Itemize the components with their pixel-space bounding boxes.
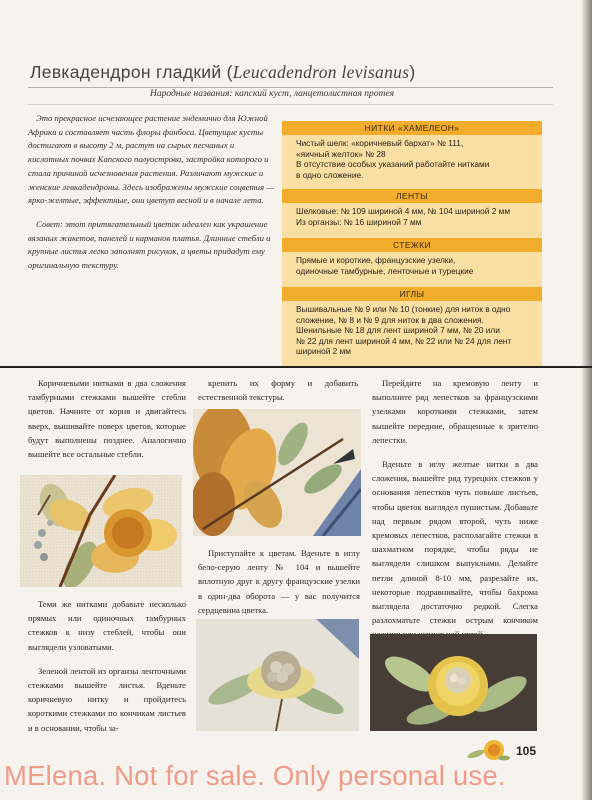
needles-body bbox=[282, 301, 542, 366]
title-close-paren: ) bbox=[409, 62, 416, 82]
watermark-text: MElena. Not for sale. Only personal use. bbox=[4, 760, 506, 791]
instruction-paragraph: Коричневыми нитками в два сложения тамбурными стежками вышейте стебли цветов. Начните от корня и двигайтесь вверх, вышивайте поверх цветов, которые будут выполнены позднее. Аналогично вышейте все остальные стебли. bbox=[28, 378, 186, 460]
stitches-body bbox=[282, 252, 542, 287]
stitches-text: Прямые и короткие, французские узелки, одиночные тамбурные, ленточные и турецкие bbox=[296, 255, 474, 276]
instruction-paragraph: Вденьте в иглу желтые нитки в два сложения, вышейте ряд турецких стежков у основания лепестков чуть повыше листьев, чтобы цветок выглядел пушистым. Добавьте над первым рядом второй, чуть ниже кремовых лепестков, располагайте стежки в шахматном порядке, чтобы ряды не выглядели слишком выпуклыми. Делайте петли длиной 8-10 мм, разрезайте их, некоторые подравнивайте, чтобы бахрома выглядела достаточно редкой. Слегка разлохматьте стежки острым кончиком bbox=[372, 459, 538, 626]
page-number: 105 bbox=[516, 744, 537, 758]
title-latin: Leucadendron levisanus bbox=[232, 62, 410, 82]
needles-heading: ИГЛЫ bbox=[282, 287, 542, 301]
page-spine-shadow bbox=[582, 0, 592, 800]
subtitle-divider bbox=[28, 104, 553, 105]
tip-paragraph: Совет: этот притягательный цветок идеален как украшение вязаных жакетов, панелей и карманов платья. Длинные стебли и крупные листья легко заполнят рисунок, а цветы придадут ему оригинальную текстуру. bbox=[28, 218, 271, 271]
instruction-paragraph: Перейдите на кремовую ленту и выполните ряд лепестков за французскими узелками короткими стежками, затем вышейте передние, обращенные к зрителю лепестки. bbox=[372, 378, 538, 445]
section-divider bbox=[0, 366, 592, 368]
page-title bbox=[30, 62, 550, 83]
instruction-paragraph: Теми же нитками добавьте несколько прямых или одиночных тамбурных стежков к низу стеблей, чтобы они выглядели узловатыми. bbox=[28, 599, 186, 652]
instruction-paragraph: Зеленой лентой из органзы ленточными стежками вышейте листья. Вденьте коричневую нитку и пройдитесь короткими стежками по кончикам листьев и в основании, чтобы за- bbox=[28, 665, 186, 733]
column-2-middle bbox=[198, 546, 360, 627]
column-1-bottom bbox=[28, 597, 186, 745]
needles-text: Вышивальные № 9 или № 10 (тонкие) для ниток в одно сложение, № 8 и № 9 для ниток в два сложения. Шенильные № 18 для лент шириной 7 мм, № 20 или № 22 для лент шириной 4 мм, № 22 или № 24 для лент шириной 2 мм bbox=[296, 304, 512, 357]
instruction-paragraph: крепить их форму и добавить естественной текстуры. bbox=[198, 378, 358, 403]
threads-text: Чистый шелк: «коричневый бархат» № 111, «яичный желток» № 28 В отсутствие особых указаний работайте нитками в одно сложение. bbox=[296, 138, 490, 180]
threads-heading: НИТКИ «ХАМЕЛЕОН» bbox=[282, 121, 542, 135]
materials-box bbox=[282, 121, 542, 366]
column-1-top bbox=[28, 376, 186, 471]
embroidery-photo-leaves bbox=[193, 409, 361, 536]
ribbons-text: Шелковые: № 109 шириной 4 мм, № 104 шириной 2 мм Из органзы: № 16 шириной 7 мм bbox=[296, 206, 511, 227]
stems-photo-image bbox=[20, 475, 182, 587]
ribbons-heading: ЛЕНТЫ bbox=[282, 189, 542, 203]
title-russian: Левкадендрон гладкий ( bbox=[30, 62, 233, 82]
embroidery-photo-stems bbox=[20, 475, 182, 587]
finished-flower-photo-image bbox=[370, 634, 537, 731]
embroidery-photo-finished-flower bbox=[370, 634, 537, 731]
page-subtitle: Народные названия: капский куст, ланцетолистная протея bbox=[150, 89, 395, 99]
instruction-paragraph: Приступайте к цветам. Вденьте в иглу бело-серую ленту № 104 и вышейте вплотную друг к другу французские узелки в один-два оборота — у вас получится сердцевина цветка. bbox=[198, 548, 360, 615]
leaves-photo-image bbox=[193, 409, 361, 536]
embroidery-photo-flower-center bbox=[196, 619, 359, 731]
threads-body bbox=[282, 135, 542, 189]
column-3 bbox=[372, 376, 538, 652]
flower-center-photo-image bbox=[196, 619, 359, 731]
intro-paragraph: Это прекрасное исчезающее растение эндемично для Южной Африки и составляет часть флоры финбоса. Цветущие кусты достигают в высоту 2 м, растут на сырых песчаных и кислотных почвах Капского полуострова, застройка которого и стала причиной исчезновения растения. Различают мужские и женские левкадендроны. Здесь изображены мужские соцветия — ярко-желтые, эффектные, они цветут весной и в начале лета. bbox=[28, 113, 274, 206]
ribbons-body bbox=[282, 203, 542, 238]
stitches-heading: СТЕЖКИ bbox=[282, 238, 542, 252]
intro-text bbox=[28, 112, 276, 283]
title-divider bbox=[28, 87, 553, 88]
